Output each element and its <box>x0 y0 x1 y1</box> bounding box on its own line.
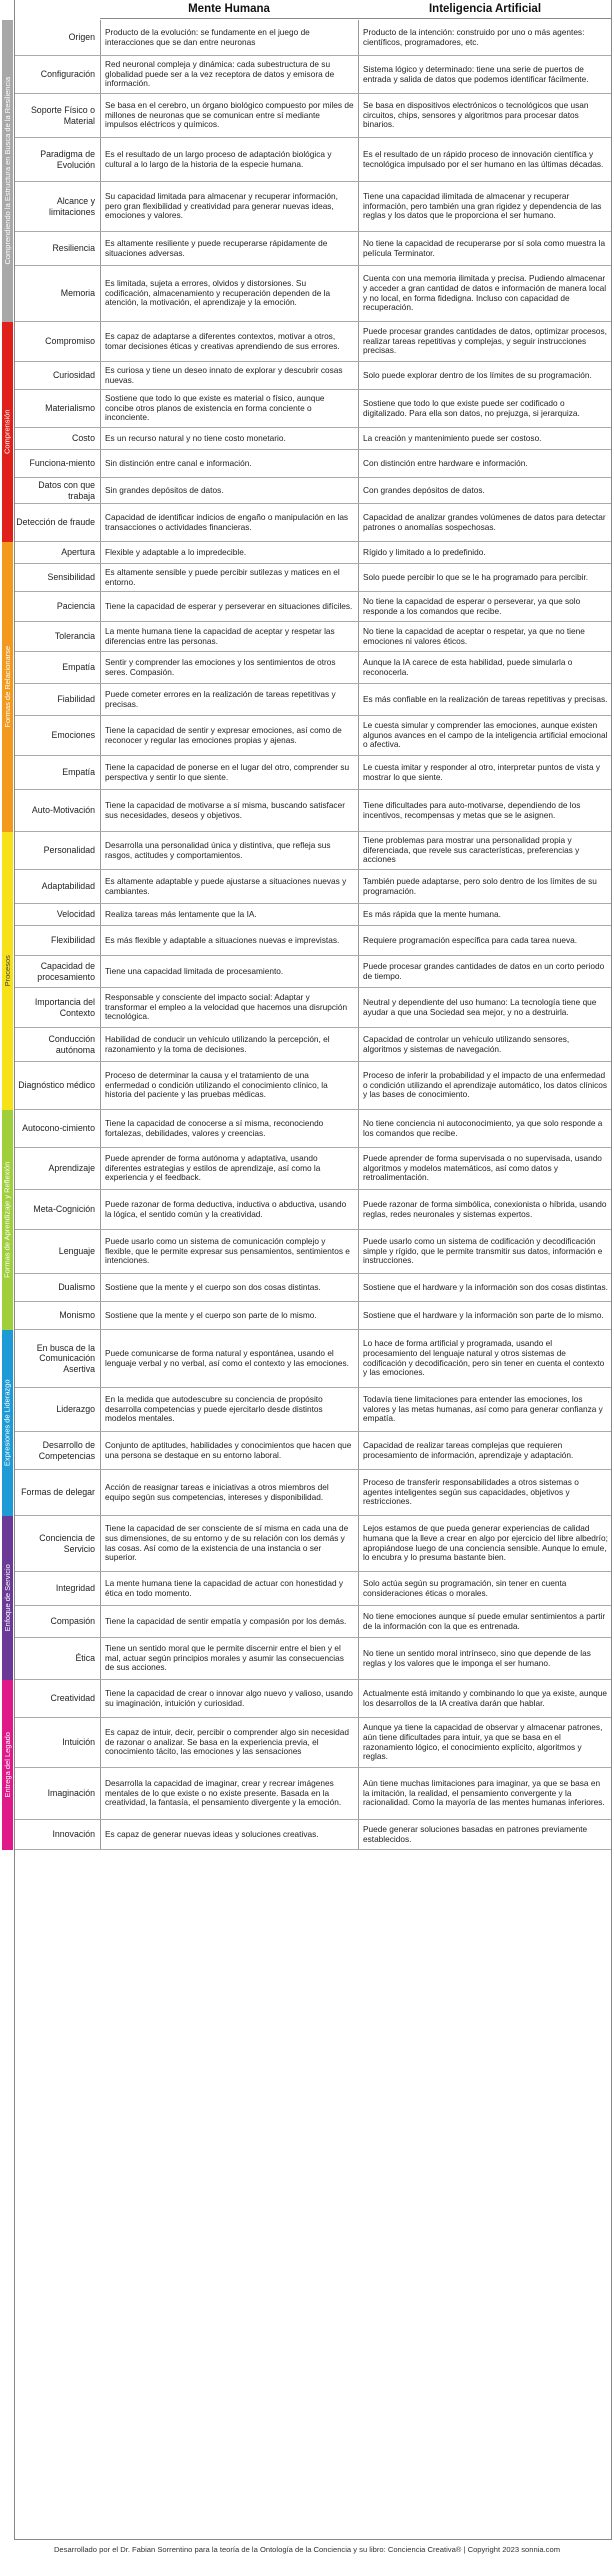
cell-ai: Lo hace de forma artificial y programada, usando el procesamiento del lenguaje natural y otros sistemas de codificación y decodificación, pero sin tener en cuenta el contexto y las emociones. <box>358 1330 612 1387</box>
section-label <box>2 542 13 832</box>
table-row <box>14 832 612 870</box>
cell-human: Tiene un sentido moral que le permite discernir entre el bien y el mal, actuar según principios morales y asumir las consecuencias de sus acciones. <box>100 1638 358 1679</box>
cell-human: Tiene la capacidad de conocerse a sí misma, reconociendo fortalezas, debilidades, valores y creencias. <box>100 1110 358 1147</box>
row-topic: Auto-Motivación <box>31 805 95 816</box>
row-topic: Autocono-cimiento <box>22 1123 95 1134</box>
cell-ai: No tiene un sentido moral intrínseco, sino que depende de las reglas y los valores que le imponga el ser humano. <box>358 1638 612 1679</box>
row-topic: Curiosidad <box>52 370 95 381</box>
cell-ai: Sistema lógico y determinado: tiene una serie de puertos de entrada y salida de datos que podemos identificar fácilmente. <box>358 56 612 93</box>
cell-ai: Requiere programación específica para cada tarea nueva. <box>358 926 612 955</box>
table-row <box>14 790 612 832</box>
cell-human: Tiene la capacidad de sentir y expresar emociones, así como de reconocer y regular las emociones propias y ajenas. <box>100 716 358 755</box>
section-label <box>2 322 13 542</box>
cell-ai: Aunque la IA carece de esta habilidad, puede simularla o reconocerla. <box>358 652 612 683</box>
cell-human: La mente humana tiene la capacidad de actuar con honestidad y ética en todo momento. <box>100 1572 358 1605</box>
cell-human: Es más flexible y adaptable a situaciones nuevas e imprevistas. <box>100 926 358 955</box>
row-topic: Integridad <box>55 1583 95 1594</box>
section-label-text: Expresiones de Liderazgo <box>2 1379 12 1467</box>
cell-human: Tiene la capacidad de ponerse en el lugar del otro, comprender su perspectiva y sentir lo que siente. <box>100 756 358 789</box>
cell-human: Flexible y adaptable a lo impredecible. <box>100 542 358 563</box>
row-topic: Configuración <box>40 69 95 80</box>
row-topic: Emociones <box>51 730 95 741</box>
row-topic: Liderazgo <box>56 1404 95 1415</box>
cell-ai: Proceso de transferir responsabilidades a otros sistemas o agentes inteligentes según sus capacidades, objetivos y restricciones. <box>358 1470 612 1515</box>
cell-human: Es capaz de generar nuevas ideas y soluciones creativas. <box>100 1820 358 1849</box>
cell-human: Tiene una capacidad limitada de procesamiento. <box>100 956 358 987</box>
row-topic: Innovación <box>52 1829 95 1840</box>
cell-ai: Puede generar soluciones basadas en patrones previamente establecidos. <box>358 1820 612 1849</box>
table-row <box>14 1516 612 1572</box>
cell-human: Responsable y consciente del impacto social: Adaptar y transformar el empleo a la velocidad que hacemos una disrupción tecnológica. <box>100 988 358 1027</box>
cell-ai: Capacidad de analizar grandes volúmenes de datos para detectar patrones o anomalías sospechosas. <box>358 504 612 541</box>
table-row <box>14 1718 612 1768</box>
row-topic: Lenguaje <box>58 1246 95 1257</box>
row-topic: Costo <box>72 433 95 444</box>
row-topic: Adaptabilidad <box>41 881 95 892</box>
cell-ai: Puede razonar de forma simbólica, conexionista o híbrida, usando reglas, redes neuronales y sistemas expertos. <box>358 1190 612 1229</box>
row-topic: Paradigma de Evolución <box>40 149 95 170</box>
cell-ai: Tiene problemas para mostrar una personalidad propia y diferenciada, que revele sus características, preferencias y acciones <box>358 832 612 869</box>
cell-human: Es un recurso natural y no tiene costo monetario. <box>100 428 358 449</box>
row-topic: Conducción autónoma <box>48 1034 95 1055</box>
section-label-text: Comprensión <box>2 409 12 455</box>
header-human: Mente Humana <box>100 0 358 19</box>
cell-human: Realiza tareas más lentamente que la IA. <box>100 904 358 925</box>
section-label <box>2 1516 13 1680</box>
cell-ai: Rígido y limitado a lo predefinido. <box>358 542 612 563</box>
cell-ai: Todavía tiene limitaciones para entender las emociones, los valores y las metas humanas, así como para generar confianza y empatía. <box>358 1388 612 1431</box>
row-topic: Aprendizaje <box>48 1163 95 1174</box>
table-row <box>14 652 612 684</box>
cell-human: Tiene la capacidad de crear o innovar algo nuevo y valioso, usando su imaginación, intuición y curiosidad. <box>100 1680 358 1717</box>
table-row <box>14 1638 612 1680</box>
cell-human: Es limitada, sujeta a errores, olvidos y distorsiones. Su codificación, almacenamiento y recuperación dependen de la atención, la motivación, el aprendizaje y la emoción. <box>100 266 358 321</box>
table-row <box>14 1388 612 1432</box>
cell-human: Habilidad de conducir un vehículo utilizando la percepción, el razonamiento y la toma de decisiones. <box>100 1028 358 1061</box>
cell-ai: Sostiene que el hardware y la información son parte de lo mismo. <box>358 1302 612 1329</box>
cell-ai: Sostiene que el hardware y la información son dos cosas distintas. <box>358 1274 612 1301</box>
table-row <box>14 622 612 652</box>
section-label-text: Entrega del Legado <box>2 1732 12 1798</box>
table-row <box>14 1820 612 1850</box>
cell-human: Sostiene que todo lo que existe es material o físico, aunque concibe otros planos de existencia en forma conciente o inconciente. <box>100 390 358 427</box>
row-topic: Compasión <box>50 1616 95 1627</box>
cell-human: Acción de reasignar tareas e iniciativas a otros miembros del equipo según sus competencias, intereses y disponibilidad. <box>100 1470 358 1515</box>
row-topic: Sensibilidad <box>47 572 95 583</box>
section-label <box>2 20 13 322</box>
row-topic: Desarrollo de Competencias <box>38 1440 95 1461</box>
cell-ai: Puede aprender de forma supervisada o no supervisada, usando algoritmos y modelos matemáticos, así como datos y retroalimentación. <box>358 1148 612 1189</box>
row-topic: Conciencia de Servicio <box>39 1533 95 1554</box>
cell-human: La mente humana tiene la capacidad de aceptar y respetar las diferencias entre las personas. <box>100 622 358 651</box>
cell-human: Es curiosa y tiene un deseo innato de explorar y descubrir cosas nuevas. <box>100 362 358 389</box>
row-topic: Paciencia <box>56 601 95 612</box>
table-row <box>14 1470 612 1516</box>
cell-human: Es capaz de adaptarse a diferentes contextos, motivar a otros, tomar decisiones éticas y creativas aprendiendo de sus errores. <box>100 322 358 361</box>
row-topic: Datos con que trabaja <box>38 480 95 501</box>
row-topic: Capacidad de procesamiento <box>37 961 95 982</box>
cell-ai: Solo actúa según su programación, sin tener en cuenta consideraciones éticas o morales. <box>358 1572 612 1605</box>
section-label-text: Procesos <box>2 955 12 987</box>
cell-human: Capacidad de identificar indicios de engaño o manipulación en las transacciones o actividades financieras. <box>100 504 358 541</box>
table-row <box>14 478 612 504</box>
cell-human: Su capacidad limitada para almacenar y recuperar información, pero gran flexibilidad y creatividad para generar nuevas ideas, emociones y valores. <box>100 182 358 231</box>
cell-ai: Puede procesar grandes cantidades de datos, optimizar procesos, realizar tareas repetitivas y complejas, y seguir instrucciones precisas. <box>358 322 612 361</box>
row-topic: Materialismo <box>45 403 95 414</box>
table-row <box>14 94 612 138</box>
cell-human: Sostiene que la mente y el cuerpo son parte de lo mismo. <box>100 1302 358 1329</box>
cell-human: Sin grandes depósitos de datos. <box>100 478 358 503</box>
cell-ai: Solo puede explorar dentro de los límites de su programación. <box>358 362 612 389</box>
table-row <box>14 756 612 790</box>
row-topic: Formas de delegar <box>21 1487 95 1498</box>
cell-ai: Puede usarlo como un sistema de codificación y decodificación simple y rígido, que le permite transmitir sus datos, información e instrucciones. <box>358 1230 612 1273</box>
row-topic: Intuición <box>62 1737 95 1748</box>
cell-ai: Cuenta con una memoria ilimitada y precisa. Pudiendo almacenar y acceder a gran cantidad de datos e información de manera local y no local, en forma fidedigna. Incluso con capacidad de recuperación. <box>358 266 612 321</box>
row-topic: Apertura <box>61 547 95 558</box>
table-row <box>14 904 612 926</box>
row-topic: Resiliencia <box>52 243 95 254</box>
cell-ai: Tiene dificultades para auto-motivarse, dependiendo de los incentivos, recompensas y metas que se le asignen. <box>358 790 612 831</box>
cell-ai: Actualmente está imitando y combinando lo que ya existe, aunque los desarrollos de la IA creativa darán que hablar. <box>358 1680 612 1717</box>
section-label-text: Enfoque de Servicio <box>2 1564 12 1632</box>
table-row <box>14 232 612 266</box>
row-topic: Personalidad <box>43 845 95 856</box>
cell-human: Es altamente sensible y puede percibir sutilezas y matices en el entorno. <box>100 564 358 591</box>
cell-human: Tiene la capacidad de sentir empatía y compasión por los demás. <box>100 1606 358 1637</box>
row-topic: Dualismo <box>58 1282 95 1293</box>
comparison-table <box>2 0 612 2540</box>
table-row <box>14 1110 612 1148</box>
row-topic: Fiabilidad <box>57 694 95 705</box>
header-ai: Inteligencia Artificial <box>358 0 612 19</box>
cell-human: Es el resultado de un largo proceso de adaptación biológica y cultural a lo largo de la historia de la especie humana. <box>100 138 358 181</box>
cell-ai: No tiene la capacidad de esperar o perseverar, ya que solo responde a los comandos que recibe. <box>358 592 612 621</box>
section-label <box>2 1110 13 1330</box>
cell-ai: No tiene la capacidad de recuperarse por sí sola como muestra la película Terminator. <box>358 232 612 265</box>
row-topic: Empatía <box>62 662 95 673</box>
cell-human: Tiene la capacidad de esperar y perseverar en situaciones difíciles. <box>100 592 358 621</box>
cell-human: Es altamente adaptable y puede ajustarse a situaciones nuevas y cambiantes. <box>100 870 358 903</box>
table-row <box>14 138 612 182</box>
table-row <box>14 390 612 428</box>
cell-ai: Es más rápida que la mente humana. <box>358 904 612 925</box>
table-row <box>14 1028 612 1062</box>
cell-human: Sostiene que la mente y el cuerpo son dos cosas distintas. <box>100 1274 358 1301</box>
row-topic: Ética <box>75 1653 95 1664</box>
row-topic: Flexibilidad <box>50 935 95 946</box>
row-topic: Meta-Cognición <box>33 1204 95 1215</box>
cell-human: En la medida que autodescubre su conciencia de propósito desarrolla competencias y puede ejercitarlo desde distintos modelos mentales. <box>100 1388 358 1431</box>
cell-human: Puede comunicarse de forma natural y espontánea, usando el lenguaje verbal y no verbal, así como el contexto y las emociones. <box>100 1330 358 1387</box>
table-row <box>14 926 612 956</box>
row-topic: En busca de la Comunicación Asertiva <box>36 1343 95 1374</box>
cell-ai: No tiene emociones aunque sí puede emular sentimientos a partir de la información con la que es entrenada. <box>358 1606 612 1637</box>
table-row <box>14 1062 612 1110</box>
cell-ai: Se basa en dispositivos electrónicos o tecnológicos que usan circuitos, chips, sensores y algoritmos para procesar datos binarios. <box>358 94 612 137</box>
cell-human: Proceso de determinar la causa y el tratamiento de una enfermedad o condición utilizando el conocimiento clínico, la historia del paciente y las pruebas médicas. <box>100 1062 358 1109</box>
cell-human: Red neuronal compleja y dinámica: cada subestructura de su globalidad puede ser a la vez receptora de datos y emisora de información. <box>100 56 358 93</box>
table-row <box>14 362 612 390</box>
cell-human: Conjunto de aptitudes, habilidades y conocimientos que hacen que una persona se destaque en su entorno laboral. <box>100 1432 358 1469</box>
row-topic: Detección de fraude <box>16 517 95 528</box>
row-topic: Empatía <box>62 767 95 778</box>
table-row <box>14 1274 612 1302</box>
cell-human: Puede usarlo como un sistema de comunicación complejo y flexible, que le permite expresar sus pensamientos, sentimientos e intenciones. <box>100 1230 358 1273</box>
cell-ai: Aunque ya tiene la capacidad de observar y almacenar patrones, aún tiene dificultades para intuir, ya que se basa en el razonamiento lógico, el conocimiento explícito, algoritmos y reglas. <box>358 1718 612 1767</box>
row-topic: Velocidad <box>56 909 95 920</box>
row-topic: Compromiso <box>45 336 95 347</box>
table-row <box>14 988 612 1028</box>
table-row <box>14 870 612 904</box>
row-topic: Importancia del Contexto <box>34 997 95 1018</box>
table-row <box>14 716 612 756</box>
table-row <box>14 684 612 716</box>
cell-human: Se basa en el cerebro, un órgano biológico compuesto por miles de millones de neuronas que se comunican entre sí mediante impulsos eléctricos y químicos. <box>100 94 358 137</box>
cell-ai: También puede adaptarse, pero solo dentro de los límites de su programación. <box>358 870 612 903</box>
row-topic: Creatividad <box>50 1693 95 1704</box>
table-row <box>14 956 612 988</box>
table-row <box>14 266 612 322</box>
cell-ai: Lejos estamos de que pueda generar experiencias de calidad humana que la lleve a crear en algo por ejercicio del libre albedrío; apropiándose luego de una conciencia sensible. Aunque lo emule, lo encubra y lo presuma bastante bien. <box>358 1516 612 1571</box>
cell-human: Es altamente resiliente y puede recuperarse rápidamente de situaciones adversas. <box>100 232 358 265</box>
cell-human: Es capaz de intuir, decir, percibir o comprender algo sin necesidad de razonar o analizar. Se basa en la experiencia previa, el conocimiento tácito, las emociones y las sensaciones <box>100 1718 358 1767</box>
table-row <box>14 322 612 362</box>
cell-ai: Capacidad de realizar tareas complejas que requieren procesamiento de información, aprendizaje y adaptación. <box>358 1432 612 1469</box>
row-topic: Funciona-miento <box>29 458 95 469</box>
row-topic: Imaginación <box>47 1788 95 1799</box>
cell-ai: Con distinción entre hardware e información. <box>358 450 612 477</box>
cell-ai: Sostiene que todo lo que existe puede ser codificado o digitalizado. Para ella son datos, no prejuzga, si jerarquiza. <box>358 390 612 427</box>
section-label <box>2 1680 13 1850</box>
table-row <box>14 428 612 450</box>
table-row <box>14 1768 612 1820</box>
cell-ai: Producto de la intención: construido por uno o más agentes: científicos, programadores, etc. <box>358 20 612 55</box>
cell-ai: Aún tiene muchas limitaciones para imaginar, ya que se basa en la imitación, la realidad, el pensamiento convergente y la racionalidad. Como la mayoría de las mentes humanas inferiores. <box>358 1768 612 1819</box>
section-label-text: Formas de Relacionarse <box>2 646 12 728</box>
cell-human: Desarrolla una personalidad única y distintiva, que refleja sus rasgos, actitudes y comportamientos. <box>100 832 358 869</box>
cell-ai: Es el resultado de un rápido proceso de innovación científica y tecnológica impulsado por el ser humano en las últimas décadas. <box>358 138 612 181</box>
table-row <box>14 1302 612 1330</box>
table-row <box>14 592 612 622</box>
cell-ai: Le cuesta simular y comprender las emociones, aunque existen algunos avances en el campo de la inteligencia artificial emocional o afectiva. <box>358 716 612 755</box>
cell-human: Puede razonar de forma deductiva, inductiva o abductiva, usando la lógica, el sentido común y la creatividad. <box>100 1190 358 1229</box>
cell-ai: Neutral y dependiente del uso humano: La tecnología tiene que ayudar a que una Sociedad sea mejor, y no a destruirla. <box>358 988 612 1027</box>
section-label <box>2 832 13 1110</box>
cell-human: Producto de la evolución: se fundamente en el juego de interacciones que se dan entre neuronas <box>100 20 358 55</box>
cell-ai: Es más confiable en la realización de tareas repetitivas y precisas. <box>358 684 612 715</box>
section-label <box>2 1330 13 1516</box>
table-row <box>14 542 612 564</box>
section-label-text: Formas de Aprendizaje y Reflexión <box>2 1161 12 1279</box>
cell-human: Puede aprender de forma autónoma y adaptativa, usando diferentes estrategias y estilos de aprendizaje, así como la experiencia y el feedback. <box>100 1148 358 1189</box>
cell-ai: Tiene una capacidad ilimitada de almacenar y recuperar información, pero también una gran rigidez y dependencia de las reglas y los datos que le proporciona el ser humano. <box>358 182 612 231</box>
table-row <box>14 1190 612 1230</box>
table-row <box>14 1606 612 1638</box>
cell-human: Sentir y comprender las emociones y los sentimientos de otros seres. Compasión. <box>100 652 358 683</box>
table-row <box>14 1680 612 1718</box>
cell-human: Tiene la capacidad de motivarse a sí misma, buscando satisfacer sus necesidades, deseos y objetivos. <box>100 790 358 831</box>
row-topic: Soporte Físico o Material <box>30 105 95 126</box>
cell-human: Tiene la capacidad de ser consciente de sí misma en cada una de sus dimensiones, de su entorno y de su relación con los demás y las cosas. Así como de la existencia de una instancia o ser superior. <box>100 1516 358 1571</box>
cell-ai: Solo puede percibir lo que se le ha programado para percibir. <box>358 564 612 591</box>
row-topic: Monismo <box>59 1310 95 1321</box>
cell-human: Desarrolla la capacidad de imaginar, crear y recrear imágenes mentales de lo que existe o no existe presente. Basada en la creatividad, la fantasía, el pensamiento divergente y la emoción. <box>100 1768 358 1819</box>
table-row <box>14 1330 612 1388</box>
row-topic: Memoria <box>60 288 95 299</box>
row-topic: Tolerancia <box>54 631 95 642</box>
cell-ai: Con grandes depósitos de datos. <box>358 478 612 503</box>
table-row <box>14 450 612 478</box>
table-row <box>14 504 612 542</box>
table-row <box>14 56 612 94</box>
cell-ai: Le cuesta imitar y responder al otro, interpretar puntos de vista y mostrar lo que siente. <box>358 756 612 789</box>
table-row <box>14 1148 612 1190</box>
cell-ai: No tiene conciencia ni autoconocimiento, ya que solo responde a los comandos que recibe. <box>358 1110 612 1147</box>
row-topic: Alcance y limitaciones <box>49 196 95 217</box>
footer-credit: Desarrollado por el Dr. Fabian Sorrentino para la teoría de la Ontología de la Conciencia y su libro: Conciencia Creativa® | Copyright 2023 sonnia.com <box>53 2545 561 2554</box>
table-row <box>14 1572 612 1606</box>
row-topic: Origen <box>68 32 95 43</box>
cell-ai: No tiene la capacidad de aceptar o respetar, ya que no tiene emociones ni valores éticos. <box>358 622 612 651</box>
cell-ai: Proceso de inferir la probabilidad y el impacto de una enfermedad o condición utilizando el aprendizaje automático, los datos clínicos y las bases de conocimiento. <box>358 1062 612 1109</box>
row-topic: Diagnóstico médico <box>18 1080 95 1091</box>
table-row <box>14 564 612 592</box>
cell-ai: La creación y mantenimiento puede ser costoso. <box>358 428 612 449</box>
table-row <box>14 1432 612 1470</box>
cell-ai: Capacidad de controlar un vehículo utilizando sensores, algoritmos y sistemas de navegación. <box>358 1028 612 1061</box>
table-row <box>14 182 612 232</box>
table-row <box>14 20 612 56</box>
cell-ai: Puede procesar grandes cantidades de datos en un corto periodo de tiempo. <box>358 956 612 987</box>
cell-human: Sin distinción entre canal e información. <box>100 450 358 477</box>
section-label-text: Comprendiendo la Estructura en Busca de la Resiliencia <box>2 77 12 265</box>
cell-human: Puede cometer errores en la realización de tareas repetitivas y precisas. <box>100 684 358 715</box>
table-row <box>14 1230 612 1274</box>
